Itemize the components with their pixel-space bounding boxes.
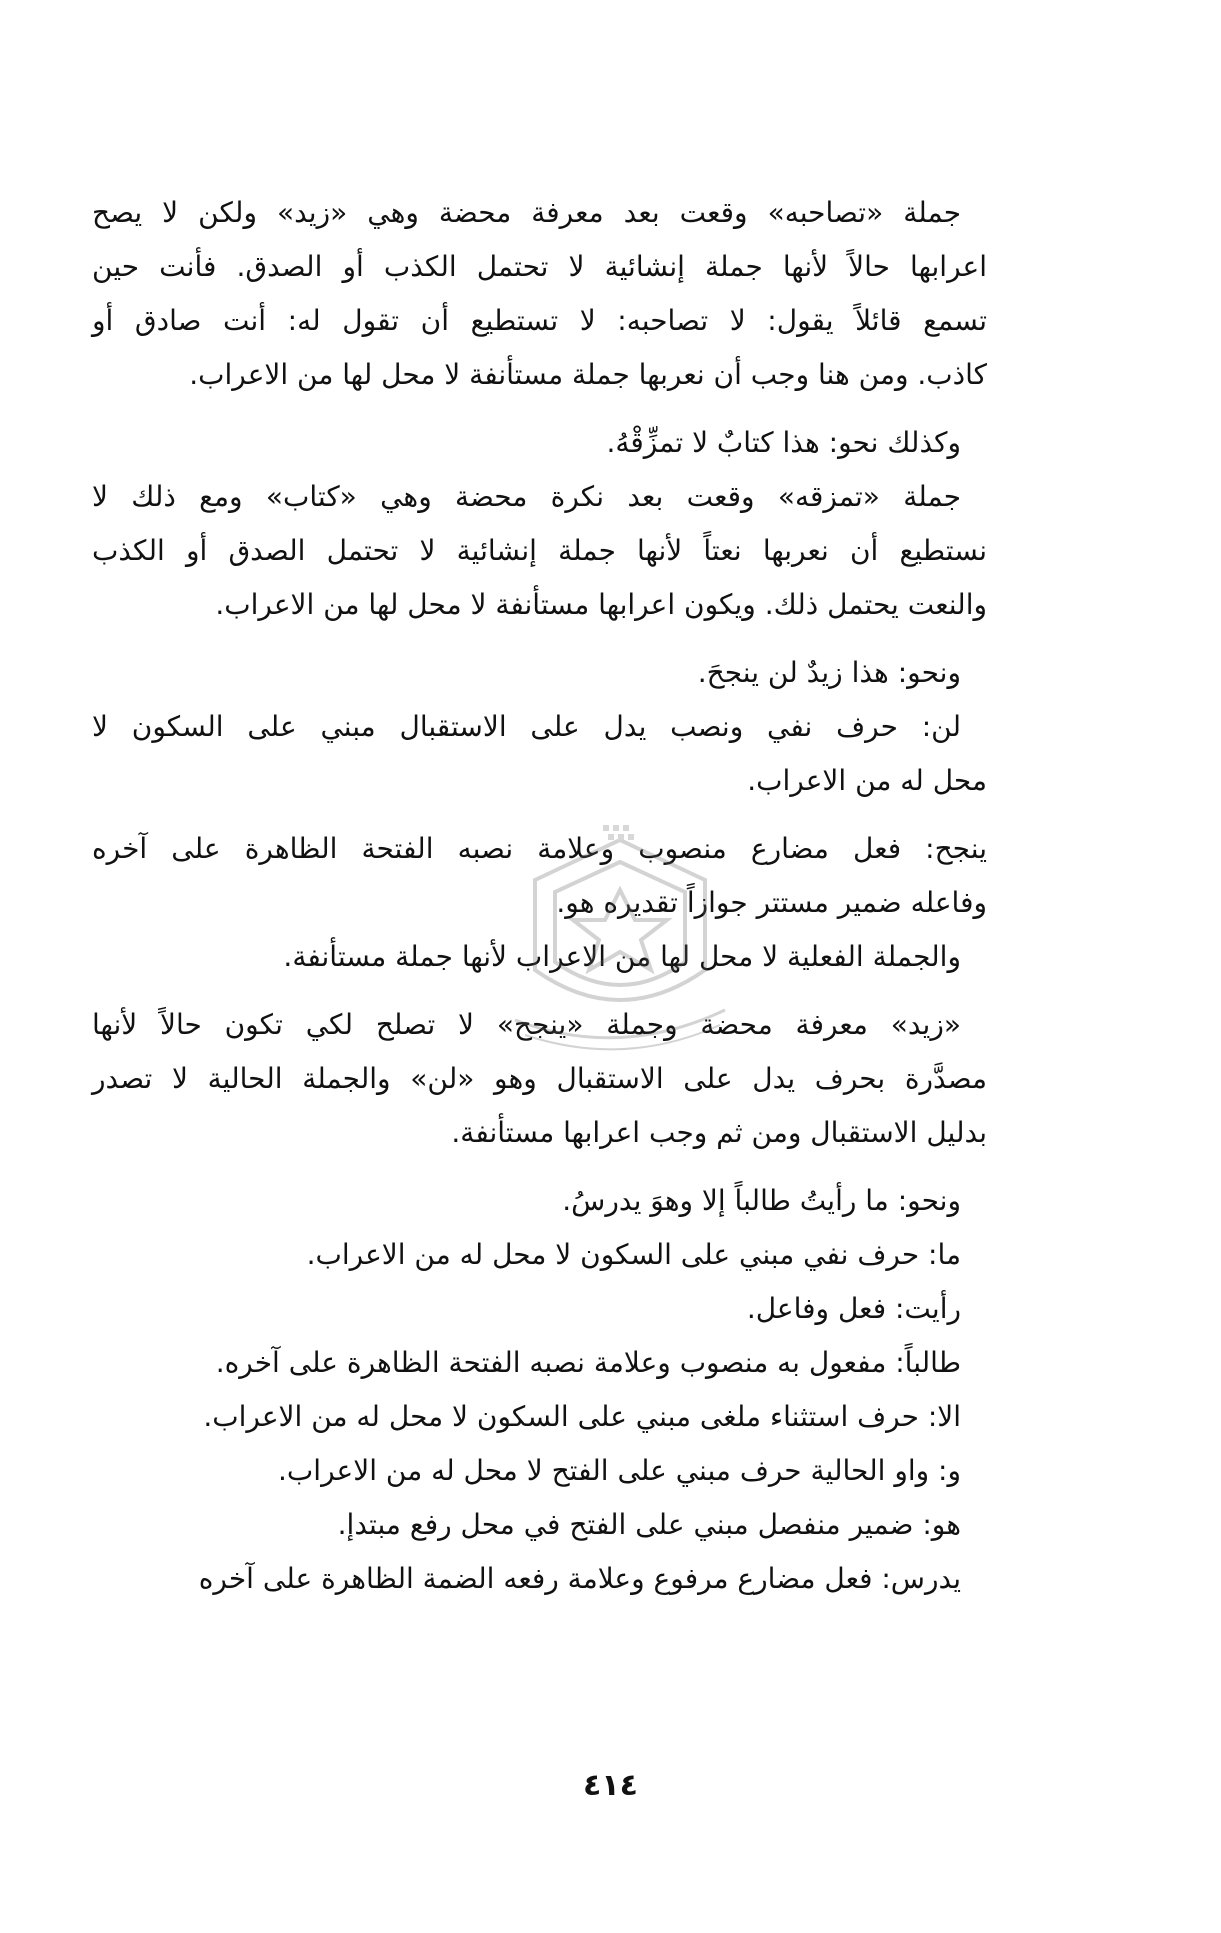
text-line: جملة «تمزقه» وقعت بعد نكرة محضة وهي «كتاب» ومع ذلك لا [92,480,961,513]
text-line: طالباً: مفعول به منصوب وعلامة نصبه الفتحة الظاهرة على آخره. [215,1346,961,1379]
text-line: لن: حرف نفي ونصب يدل على الاستقبال مبني على السكون لا [92,710,961,743]
text-line: تسمع قائلاً يقول: لا تصاحبه: لا تستطيع أن تقول له: أنت صادق أو [92,304,987,337]
text-line: «زيد» معرفة محضة وجملة «ينجح» لا تصلح لكي تكون حالاً لأنها [92,1008,961,1041]
text-line: ونحو: هذا زيدٌ لن ينجحَ. [697,656,961,689]
text-line: رأيت: فعل وفاعل. [746,1292,961,1325]
text-line: والجملة الفعلية لا محل لها من الاعراب لأنها جملة مستأنفة. [283,940,961,973]
text-line: ما: حرف نفي مبني على السكون لا محل له من الاعراب. [306,1238,961,1271]
text-line: كاذب. ومن هنا وجب أن نعربها جملة مستأنفة لا محل لها من الاعراب. [189,358,987,391]
text-line: الا: حرف استثناء ملغى مبني على السكون لا محل له من الاعراب. [203,1400,961,1433]
text-line: جملة «تصاحبه» وقعت بعد معرفة محضة وهي «زيد» ولكن لا يصح [92,196,961,229]
page-number: ٤١٤ [583,1768,638,1803]
text-line: هو: ضمير منفصل مبني على الفتح في محل رفع مبتدإ. [337,1508,961,1541]
paragraph-gap [92,1160,987,1174]
text-line: يدرس: فعل مضارع مرفوع وعلامة رفعه الضمة الظاهرة على آخره [198,1562,961,1595]
text-line: نستطيع أن نعربها نعتاً لأنها جملة إنشائية لا تحتمل الصدق أو الكذب [92,534,987,567]
text-line: وفاعله ضمير مستتر جوازاً تقديره هو. [556,886,987,919]
text-line: ونحو: ما رأيتُ طالباً إلا وهوَ يدرسُ. [562,1184,961,1217]
text-line: بدليل الاستقبال ومن ثم وجب اعرابها مستأنفة. [451,1116,987,1149]
text-line: و: واو الحالية حرف مبني على الفتح لا محل له من الاعراب. [278,1454,961,1487]
paragraph-gap [92,632,987,646]
text-line: والنعت يحتمل ذلك. ويكون اعرابها مستأنفة لا محل لها من الاعراب. [215,588,987,621]
text-line: مصدَّرة بحرف يدل على الاستقبال وهو «لن» والجملة الحالية لا تصدر [92,1062,987,1095]
text-line: محل له من الاعراب. [747,764,987,797]
text-line: اعرابها حالاً لأنها جملة إنشائية لا تحتمل الكذب أو الصدق. فأنت حين [92,250,987,283]
library-watermark-seal-icon [475,820,765,1070]
paragraph-gap [92,402,987,416]
text-line: ينجح: فعل مضارع منصوب وعلامة نصبه الفتحة الظاهرة على آخره [92,832,987,865]
text-line: وكذلك نحو: هذا كتابٌ لا تمزِّقْهُ. [606,426,961,459]
